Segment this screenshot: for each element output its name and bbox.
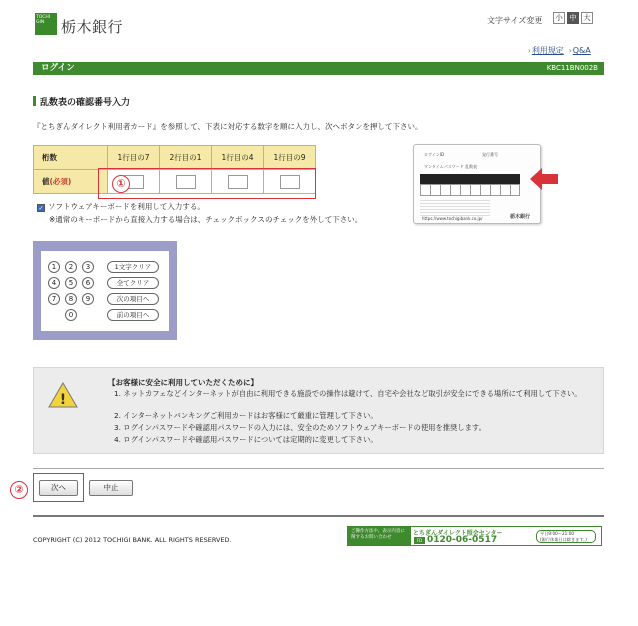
key-9[interactable]: 9	[82, 293, 94, 305]
checkbox-note: ※通常のキーボードから直接入力する場合は、チェックボックスのチェックを外して下さい。	[49, 215, 363, 224]
notice-title: 【お客様に安全に利用していただくために】	[108, 378, 258, 387]
screen-code: KBC11BN002B	[546, 64, 598, 72]
card-login-id: ログインID	[424, 152, 445, 157]
font-size-small-button[interactable]: 小	[553, 12, 565, 24]
keypad-panel	[41, 251, 169, 331]
software-keyboard-option[interactable]	[37, 201, 205, 212]
clear-one-button[interactable]: 1文字クリア	[107, 261, 159, 273]
card-url: https://www.tochigibank.co.jp/	[422, 216, 483, 221]
divider	[33, 468, 604, 469]
key-6[interactable]: 6	[82, 277, 94, 289]
bank-name: 栃木銀行	[61, 18, 124, 36]
svg-text:!: !	[59, 392, 67, 408]
font-size-medium-button[interactable]: 中	[567, 12, 579, 24]
digit-header-label: 桁数	[34, 146, 108, 170]
column-header: 1行目の4	[212, 146, 264, 170]
callout-marker-2: ②	[10, 481, 28, 499]
card-bank-name: 栃木銀行	[510, 214, 531, 220]
value-label: 値(必須)	[34, 170, 108, 194]
notice-line: 3. ログインパスワードや確認用パスワードの入力には、安全のためソフトウェアキーボードの使用を推奨します。	[114, 423, 486, 432]
bank-logo-mark: TOCHI GIN	[35, 13, 57, 35]
faq-link[interactable]: Q&A	[572, 46, 591, 55]
footer-divider	[33, 515, 604, 517]
clear-all-button[interactable]: 全てクリア	[107, 277, 159, 289]
contact-note: ご操作方法や、表示内容に 関するお問い合わせ	[348, 527, 411, 545]
notice-line: 2. インターネットバンキングご利用カードはお客様にて厳重に管理して下さい。	[114, 411, 378, 420]
free-dial-icon: FD	[414, 537, 425, 544]
card-otp-label: ワンタイムパスワード 乱数表	[424, 164, 478, 169]
card-issue: 発行番号	[482, 152, 498, 157]
prev-field-button[interactable]: 前の項目へ	[107, 309, 159, 321]
card-number-grid	[420, 184, 520, 196]
key-0[interactable]: 0	[65, 309, 77, 321]
table-header-row	[34, 146, 316, 170]
key-5[interactable]: 5	[65, 277, 77, 289]
font-size-label: 文字サイズ変更	[487, 16, 543, 25]
instruction-text: 『とちぎんダイレクト利用者カード』を参照して、下表に対応する数字を順に入力し、次へボタンを押して下さい。	[33, 122, 423, 131]
key-7[interactable]: 7	[48, 293, 60, 305]
font-size-large-button[interactable]: 大	[581, 12, 593, 24]
card-text-lines	[420, 200, 490, 216]
link-arrow-icon: ›	[528, 47, 531, 55]
contact-phone: 0120-06-0517	[427, 535, 498, 545]
checkbox-label: ソフトウェアキーボードを利用して入力する。	[48, 202, 205, 211]
top-links	[528, 45, 591, 56]
page-header-bar	[33, 62, 604, 75]
terms-link[interactable]: 利用規定	[531, 46, 564, 55]
notice-line: 4. ログインパスワードや確認用パスワードについては定期的に変更して下さい。	[114, 435, 378, 444]
key-1[interactable]: 1	[48, 261, 60, 273]
column-header: 1行目の9	[264, 146, 316, 170]
red-arrow-icon	[530, 168, 560, 190]
software-keypad	[33, 241, 177, 340]
column-header: 1行目の7	[108, 146, 160, 170]
column-header: 2行目の1	[160, 146, 212, 170]
next-field-button[interactable]: 次の項目へ	[107, 293, 159, 305]
contact-center-name: とちぎんダイレクト照会センター	[413, 530, 503, 537]
required-mark: (必須)	[49, 177, 72, 186]
highlight-box-inputs	[98, 168, 316, 199]
card-number-grid-header	[420, 174, 520, 184]
key-8[interactable]: 8	[65, 293, 77, 305]
page-title: ログイン	[41, 63, 75, 73]
next-button[interactable]: 次へ	[39, 480, 78, 496]
section-marker-icon	[33, 96, 36, 106]
checkbox-checked-icon[interactable]: ✓	[38, 205, 44, 212]
key-2[interactable]: 2	[65, 261, 77, 273]
key-3[interactable]: 3	[82, 261, 94, 273]
notice-line: 1. ネットカフェなどインターネットが自由に利用できる施設での操作は避けて、自宅や会社など取引が安全にできる場所にて利用して下さい。	[114, 389, 582, 398]
key-4[interactable]: 4	[48, 277, 60, 289]
user-card-illustration	[413, 144, 541, 224]
warning-icon	[48, 382, 78, 408]
security-notice	[33, 367, 604, 454]
callout-marker-1: ①	[112, 175, 130, 193]
section-title: 乱数表の確認番号入力	[33, 95, 130, 108]
cancel-button[interactable]: 中止	[89, 480, 133, 496]
link-arrow-icon: ›	[568, 47, 572, 55]
contact-hours: 平日9:00〜21:00 (銀行休業日は除きます。)	[536, 530, 596, 543]
copyright: COPYRIGHT (C) 2012 TOCHIGI BANK. ALL RIGHTS RESERVED.	[33, 536, 232, 544]
contact-banner	[347, 526, 602, 546]
